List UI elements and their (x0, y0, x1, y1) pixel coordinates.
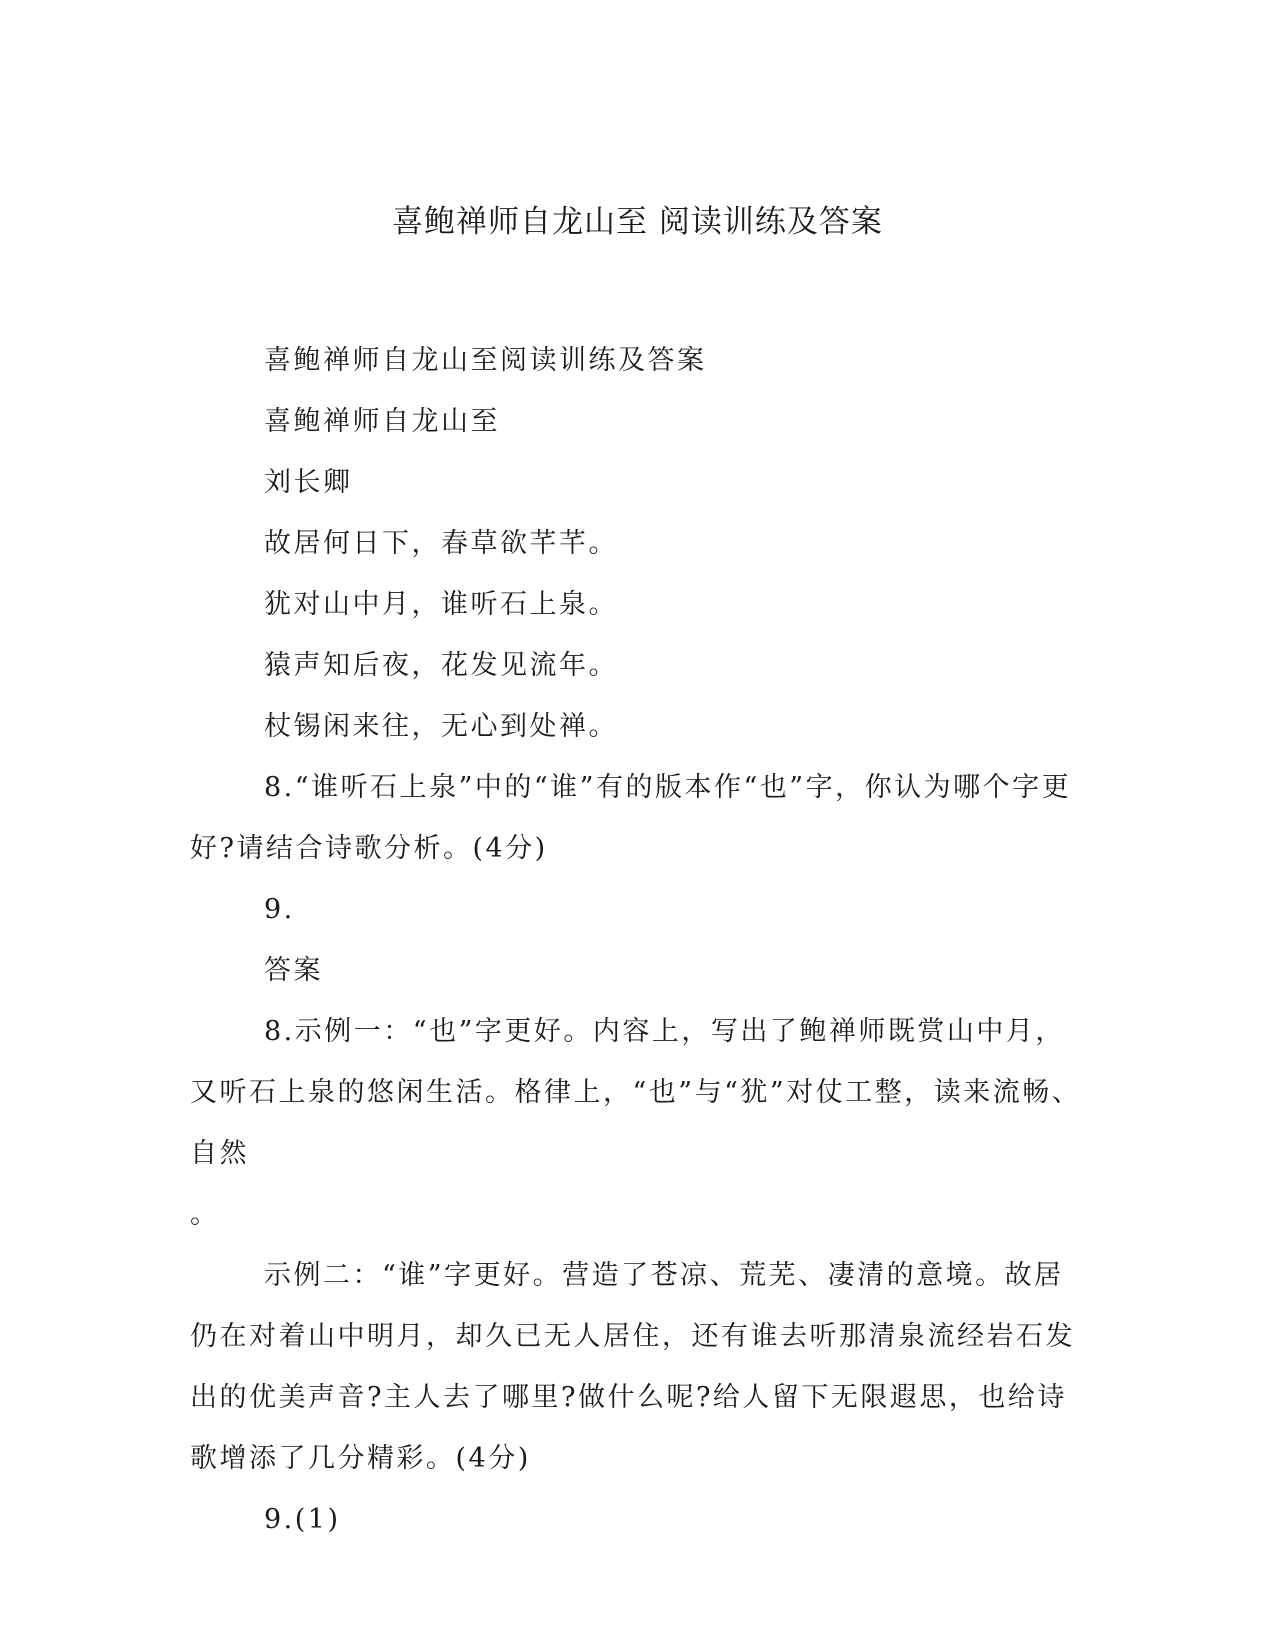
answer-8-example-1-end: 。 (190, 1199, 220, 1230)
answer-8-example-1: 8.示例一：“也”字更好。内容上，写出了鲍禅师既赏山中月，又听石上泉的悠闲生活。格律上，“也”与“犹”对仗工整，读来流畅、自然 (190, 1016, 1082, 1169)
document-body (190, 330, 1085, 1550)
poem-line: 猿声知后夜，花发见流年。 (264, 650, 618, 681)
poem-line: 犹对山中月，谁听石上泉。 (264, 589, 618, 620)
poem-line: 杖锡闲来往，无心到处禅。 (264, 711, 618, 742)
answer-9-part-1: 9.(1) (264, 1504, 341, 1535)
subtitle-line: 喜鲍禅师自龙山至阅读训练及答案 (264, 345, 707, 376)
answer-heading: 答案 (264, 955, 323, 986)
poem-line: 故居何日下，春草欲芊芊。 (264, 528, 618, 559)
document-title: 喜鲍禅师自龙山至 阅读训练及答案 (392, 204, 883, 240)
poem-title: 喜鲍禅师自龙山至 (264, 406, 500, 437)
question-9: 9. (264, 894, 295, 925)
question-8: 8.“谁听石上泉”中的“谁”有的版本作“也”字，你认为哪个字更好?请结合诗歌分析。(4分) (190, 772, 1072, 864)
answer-8-example-2: 示例二：“谁”字更好。营造了苍凉、荒芜、凄清的意境。故居仍在对着山中明月，却久已无人居住，还有谁去听那清泉流经岩石发出的优美声音?主人去了哪里?做什么呢?给人留下无限遐思，也给诗歌增添了几分精彩。(4分) (190, 1260, 1075, 1474)
poem-author: 刘长卿 (264, 467, 353, 498)
